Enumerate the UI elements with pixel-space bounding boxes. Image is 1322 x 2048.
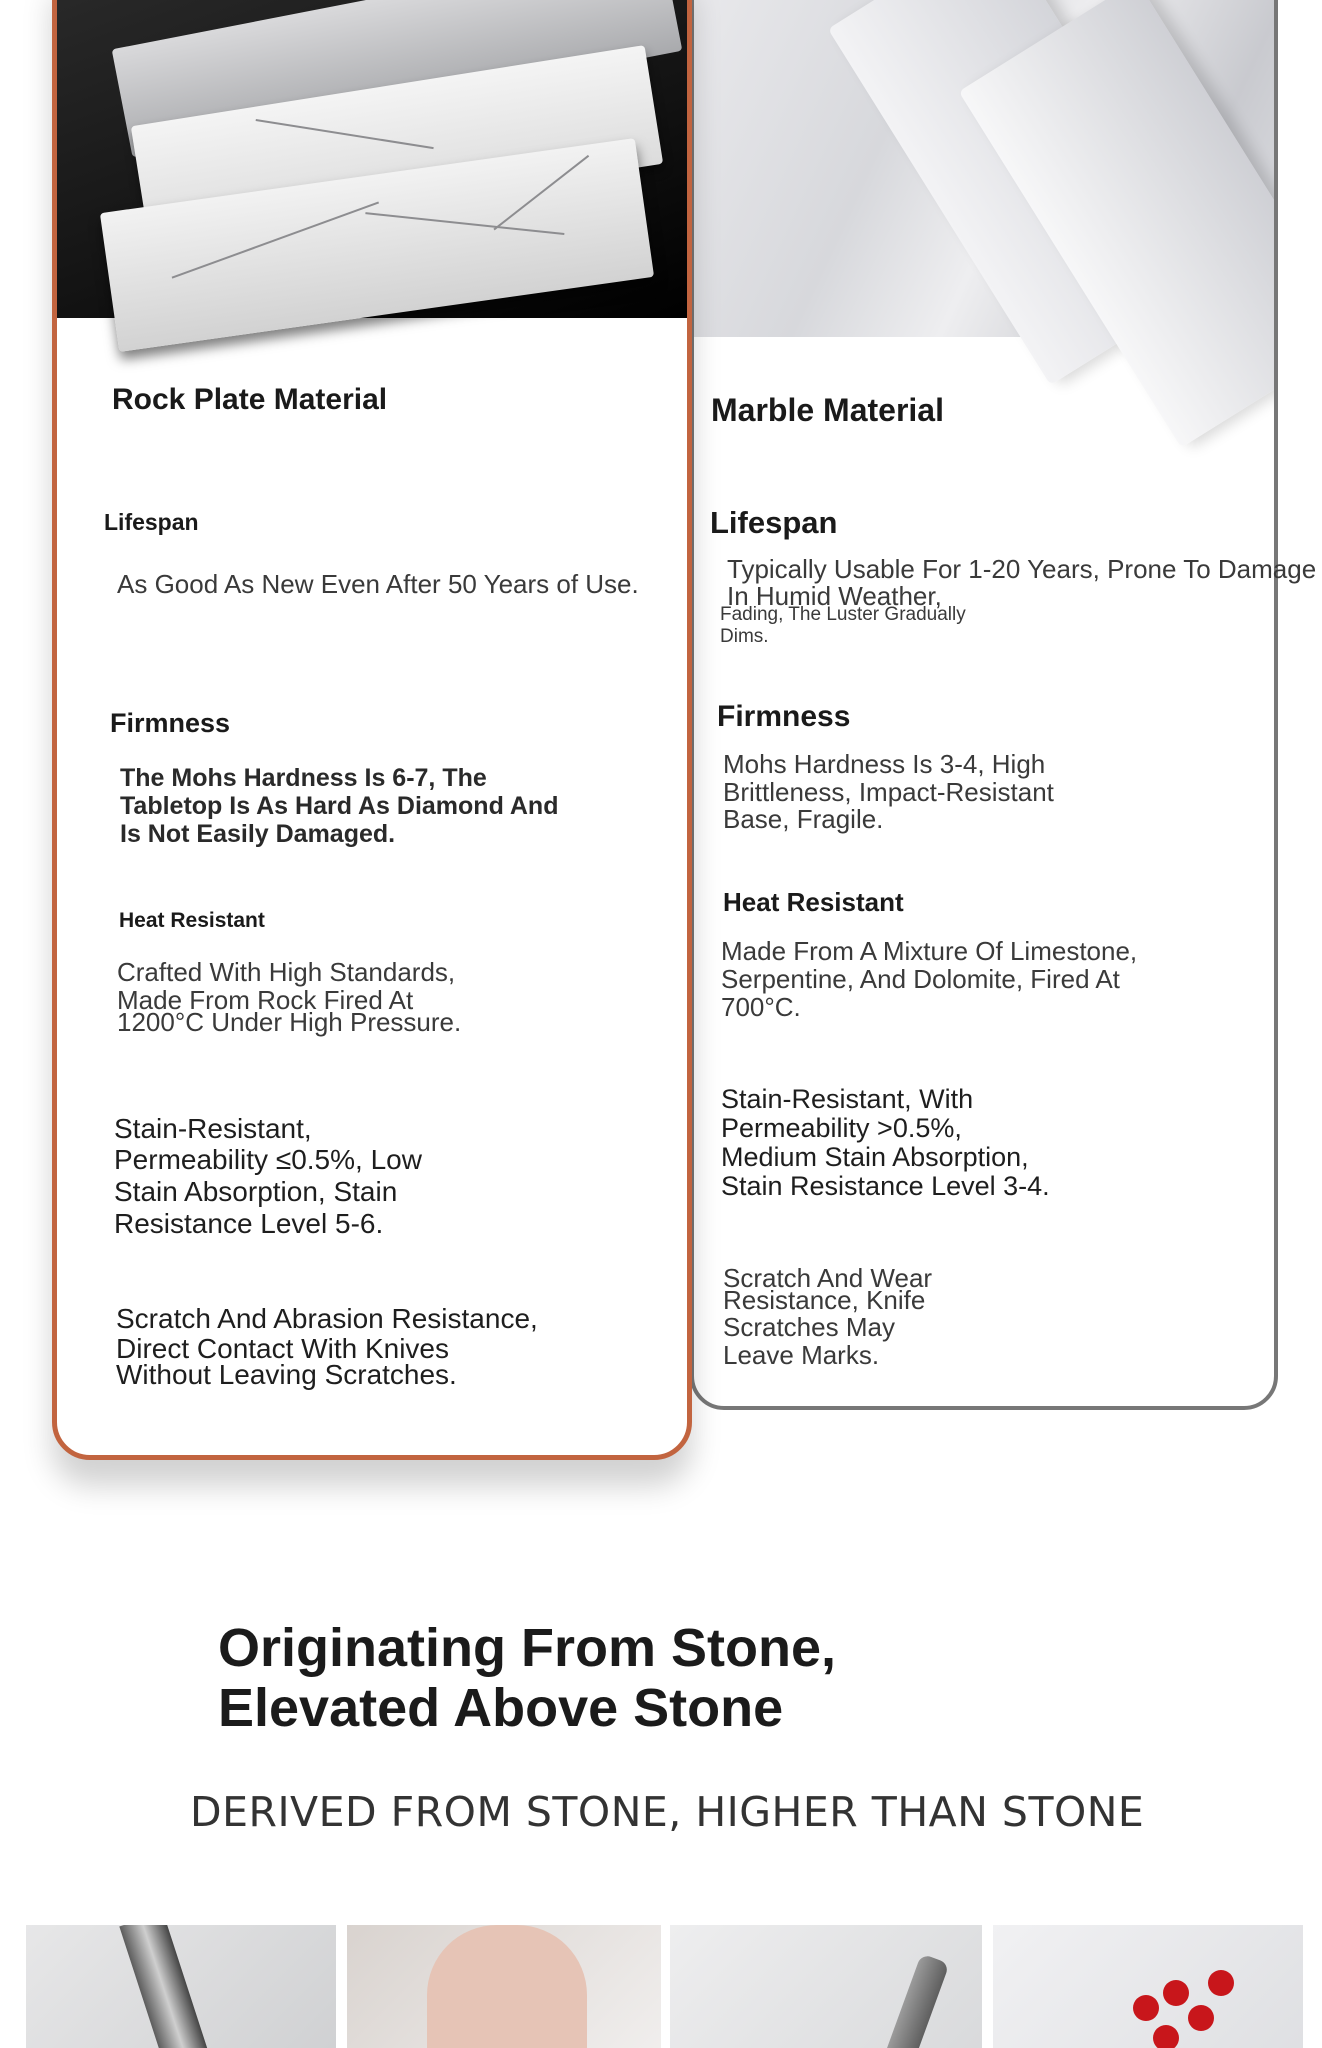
marble-scratch-text-line: Scratch And Wear xyxy=(723,1263,933,1293)
rock-firmness-heading: Firmness xyxy=(110,708,231,738)
marble-title: Marble Material xyxy=(711,392,944,428)
rock-heat-text-line: Crafted With High Standards, xyxy=(117,957,456,987)
berry-shape xyxy=(1163,1980,1189,2006)
rock-scratch-text-line: Direct Contact With Knives xyxy=(116,1333,449,1364)
rock-heat-heading: Heat Resistant xyxy=(119,909,265,932)
rock-heat-text-line: 1200°C Under High Pressure. xyxy=(117,1007,462,1037)
rock-lifespan-text: As Good As New Even After 50 Years of Use. xyxy=(117,569,639,599)
berry-shape xyxy=(1208,1970,1234,1996)
marble-slabs-image xyxy=(694,0,1274,337)
rock-firmness-text-line: Is Not Easily Damaged. xyxy=(120,820,396,848)
rock-scratch-text-line: Scratch And Abrasion Resistance, xyxy=(116,1303,538,1334)
steel-rod-shape xyxy=(119,1925,218,2048)
rock-stain-text-line: Stain Absorption, Stain xyxy=(114,1176,398,1207)
marble-scratch-text-line: Resistance, Knife xyxy=(723,1285,926,1315)
rock-stain-text-line: Resistance Level 5-6. xyxy=(114,1208,384,1239)
berry-shape xyxy=(1133,1995,1159,2021)
rock-firmness-text-line: The Mohs Hardness Is 6-7, The xyxy=(120,764,487,792)
product-thumbnail-hand xyxy=(347,1925,661,2048)
marble-stain-text-line: Medium Stain Absorption, xyxy=(721,1142,1029,1172)
tool-shape xyxy=(880,1953,949,2048)
marble-heat-text-line: Serpentine, And Dolomite, Fired At xyxy=(721,964,1120,994)
marble-firmness-text-line: Brittleness, Impact-Resistant xyxy=(723,777,1054,807)
marble-stain-text-line: Permeability >0.5%, xyxy=(721,1113,962,1143)
finger-shape xyxy=(427,1925,587,2048)
marble-heat-text-line: Made From A Mixture Of Limestone, xyxy=(721,936,1138,966)
marble-scratch-text-line: Scratches May xyxy=(723,1312,895,1342)
marble-lifespan-heading: Lifespan xyxy=(710,505,838,540)
section-subtitle: DERIVED FROM STONE, HIGHER THAN STONE xyxy=(190,1788,1145,1836)
rock-lifespan-heading: Lifespan xyxy=(104,509,199,535)
product-thumbnail-berries xyxy=(993,1925,1303,2048)
rock-stain-text-line: Permeability ≤0.5%, Low xyxy=(114,1144,422,1175)
marble-lifespan-small-line: Dims. xyxy=(720,626,769,647)
marble-firmness-text-line: Mohs Hardness Is 3-4, High xyxy=(723,749,1046,779)
section-title xyxy=(218,1618,836,1739)
marble-lifespan-text-line: Typically Usable For 1-20 Years, Prone To Damage xyxy=(727,554,1317,584)
marble-lifespan-text-line: In Humid Weather, xyxy=(727,581,942,611)
berry-shape xyxy=(1153,2025,1179,2048)
rock-heat-text-line: Made From Rock Fired At xyxy=(117,985,414,1015)
marble-firmness-text-line: Base, Fragile. xyxy=(723,804,884,834)
product-thumbnail-pipe xyxy=(26,1925,336,2048)
section-title-line: Originating From Stone, xyxy=(218,1618,836,1678)
marble-stain-text-line: Stain Resistance Level 3-4. xyxy=(721,1171,1050,1201)
rock-stain-text-line: Stain-Resistant, xyxy=(114,1113,312,1144)
rock-scratch-text-line: Without Leaving Scratches. xyxy=(116,1359,457,1390)
section-title-line: Elevated Above Stone xyxy=(218,1678,784,1739)
marble-scratch-text-line: Leave Marks. xyxy=(723,1340,880,1370)
rock-firmness-text-line: Tabletop Is As Hard As Diamond And xyxy=(120,792,559,820)
marble-lifespan-small-line: Fading, The Luster Gradually xyxy=(720,604,966,625)
rock-plate-title: Rock Plate Material xyxy=(112,383,388,416)
rock-plate-slabs-image xyxy=(57,0,687,318)
product-thumbnail-tool xyxy=(670,1925,982,2048)
marble-heat-heading: Heat Resistant xyxy=(723,887,904,917)
marble-heat-text-line: 700°C. xyxy=(721,992,801,1022)
marble-firmness-heading: Firmness xyxy=(717,700,851,733)
berry-shape xyxy=(1188,2005,1214,2031)
marble-stain-text-line: Stain-Resistant, With xyxy=(721,1084,974,1114)
